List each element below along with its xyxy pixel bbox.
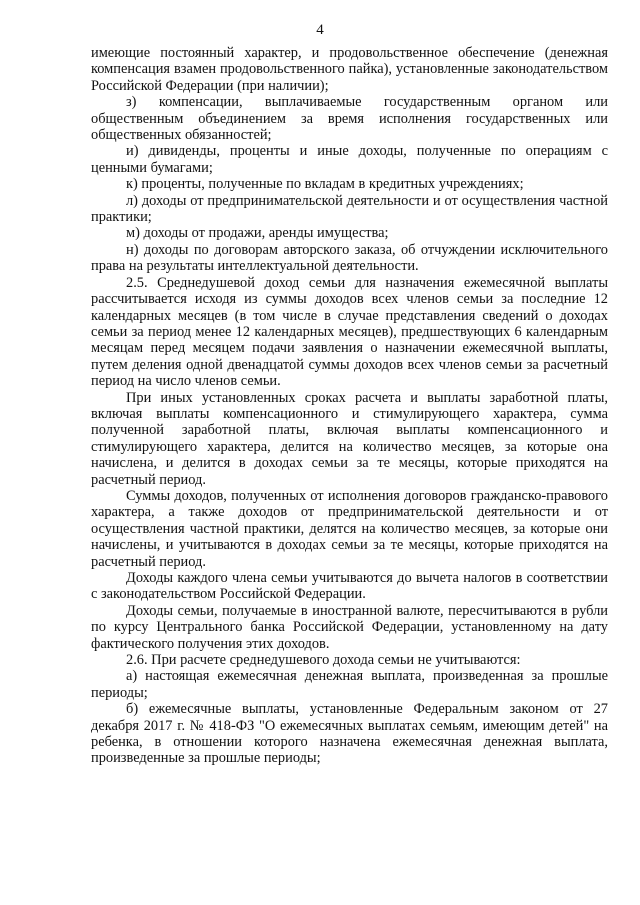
paragraph-item-k: к) проценты, полученные по вкладам в кредитных учреждениях; bbox=[126, 176, 524, 193]
paragraph-item-i: и) дивиденды, проценты и иные доходы, полученные по операциям с ценными бумагами; bbox=[91, 143, 608, 176]
page-number: 4 bbox=[316, 22, 324, 38]
paragraph-item-n: н) доходы по договорам авторского заказа, об отчуждении исключительного права на результаты интеллектуальной деятельности. bbox=[91, 241, 608, 275]
paragraph-civil-contracts: Суммы доходов, полученных от исполнения договоров гражданско-правового характера, а также доходов от предпринимательской деятельности и от осуществления частной практики, делятся на количество месяцев, за которые они начислены, и учитываются в доходах семьи за те месяцы, которые приходятся на расчетный период. bbox=[91, 487, 608, 570]
paragraph-item-m: м) доходы от продажи, аренды имущества; bbox=[126, 225, 389, 242]
paragraph-provision-continued: имеющие постоянный характер, и продовольственное обеспечение (денежная компенсация взамен продовольственного пайка), установленные законодательством Российской Федерации (при наличии); bbox=[91, 45, 608, 94]
paragraph-item-b: б) ежемесячные выплаты, установленные Федеральным законом от 27 декабря 2017 г. № 418-ФЗ "О ежемесячных выплатах семьям, имеющим детей" на ребенка, в отношении которого назначена ежемесячная денежная выплата, произведенные за прошлые периоды; bbox=[91, 701, 608, 767]
paragraph-salary-terms: При иных установленных сроках расчета и выплаты заработной платы, включая выплаты компенсационного и стимулирующего характера, сумма полученной заработной платы, включая выплаты компенсационного и стимулирующего характера, делится на количество месяцев, за которые она начислена, и делится в доходах семьи за те месяцы, которые приходятся на расчетный период. bbox=[91, 389, 608, 488]
paragraph-item-z: з) компенсации, выплачиваемые государственным органом или общественным объединением за время исполнения государственных или общественных обязанностей; bbox=[91, 94, 608, 144]
paragraph-item-a: а) настоящая ежемесячная денежная выплата, произведенная за прошлые периоды; bbox=[91, 668, 608, 701]
paragraph-section-2-6: 2.6. При расчете среднедушевого дохода семьи не учитываются: bbox=[126, 652, 521, 669]
paragraph-taxes: Доходы каждого члена семьи учитываются до вычета налогов в соответствии с законодательством Российской Федерации. bbox=[91, 570, 608, 603]
document-body bbox=[91, 45, 608, 767]
paragraph-item-l: л) доходы от предпринимательской деятельности и от осуществления частной практики; bbox=[91, 192, 608, 226]
paragraph-section-2-5: 2.5. Среднедушевой доход семьи для назначения ежемесячной выплаты рассчитывается исходя из суммы доходов всех членов семьи за последние 12 календарных месяцев (в том числе в случае представления сведений о доходах семьи за период менее 12 календарных месяцев), предшествующих 6 календарным месяцам перед месяцем подачи заявления о назначении ежемесячной выплаты, путем деления одной двенадцатой суммы доходов всех членов семьи за расчетный период на число членов семьи. bbox=[91, 274, 608, 390]
paragraph-foreign-currency: Доходы семьи, получаемые в иностранной валюте, пересчитываются в рубли по курсу Центрального банка Российской Федерации, установленному на дату фактического получения этих доходов. bbox=[91, 602, 608, 652]
